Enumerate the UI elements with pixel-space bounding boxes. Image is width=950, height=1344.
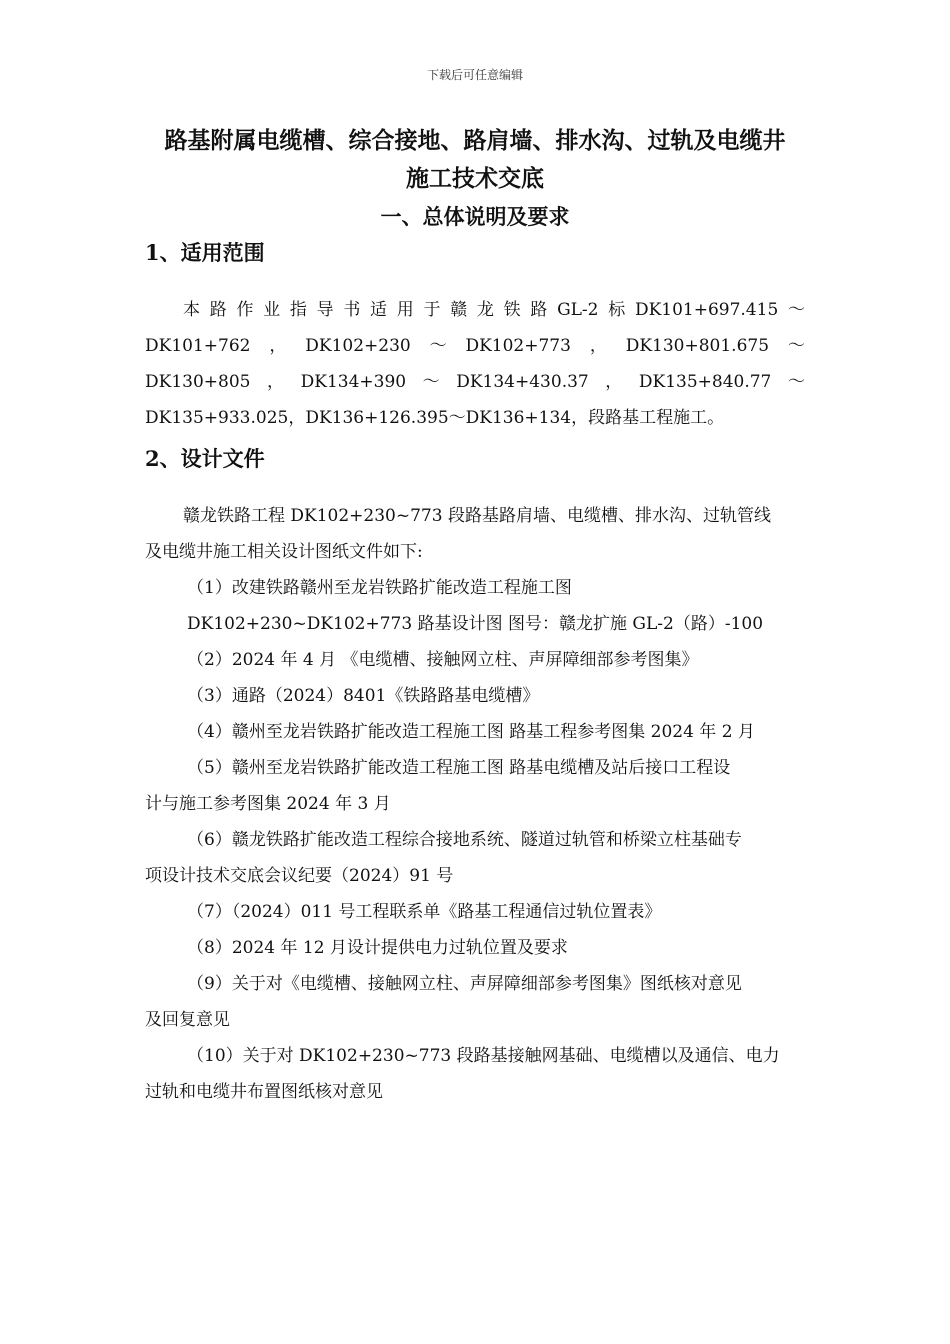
design-intro-line-1: 赣龙铁路工程 DK102+230~773 段路基路肩墙、电缆槽、排水沟、过轨管线 bbox=[183, 506, 771, 526]
section-title: 一、总体说明及要求 bbox=[380, 204, 570, 229]
design-file-item bbox=[145, 930, 805, 966]
design-file-item bbox=[145, 642, 805, 678]
design-file-item-line: （8）2024 年 12 月设计提供电力过轨位置及要求 bbox=[187, 938, 568, 958]
design-file-item-line: （5）赣州至龙岩铁路扩能改造工程施工图 路基电缆槽及站后接口工程设 bbox=[187, 758, 731, 778]
scope-token: DK102+230 bbox=[305, 336, 411, 356]
scope-paragraph bbox=[145, 292, 805, 436]
scope-token: 铁 bbox=[503, 300, 521, 320]
scope-token: 龙 bbox=[476, 300, 494, 320]
heading-design-files: 2、设计文件 bbox=[145, 446, 265, 471]
design-file-item-continuation: 及回复意见 bbox=[145, 1010, 230, 1030]
design-file-item-line: （4）赣州至龙岩铁路扩能改造工程施工图 路基工程参考图集 2024 年 2 月 bbox=[187, 722, 755, 742]
scope-token: ～ bbox=[787, 372, 805, 392]
design-file-item-line: （2）2024 年 4 月 《电缆槽、接触网立柱、声屏障细部参考图集》 bbox=[187, 650, 699, 670]
scope-token: 于 bbox=[423, 300, 441, 320]
scope-token: DK101+697.415 bbox=[634, 300, 779, 320]
design-file-item bbox=[145, 966, 805, 1038]
header-note: 下载后可任意编辑 bbox=[426, 68, 523, 82]
scope-token: ～ bbox=[787, 300, 805, 320]
scope-token: ～ bbox=[429, 336, 447, 356]
design-file-item bbox=[145, 570, 805, 642]
scope-token: ～ bbox=[787, 336, 805, 356]
scope-token: 本 bbox=[183, 300, 200, 320]
scope-token: DK135+840.77 bbox=[638, 372, 772, 392]
design-file-item-line: （3）通路（2024）8401《铁路路基电缆槽》 bbox=[187, 686, 540, 706]
design-file-item-continuation: 计与施工参考图集 2024 年 3 月 bbox=[145, 794, 391, 814]
scope-token: ， bbox=[589, 336, 607, 356]
design-file-item-continuation: 过轨和电缆井布置图纸核对意见 bbox=[145, 1082, 383, 1102]
design-file-list bbox=[145, 570, 805, 1110]
scope-token: DK130+801.675 bbox=[625, 336, 770, 356]
scope-line-2 bbox=[145, 328, 805, 364]
scope-token: ， bbox=[267, 372, 285, 392]
scope-line-4: DK135+933.025，DK136+126.395～DK136+134，段路基工程施工。 bbox=[145, 408, 725, 428]
scope-token: 赣 bbox=[450, 300, 468, 320]
scope-token: DK101+762 bbox=[145, 336, 251, 356]
design-file-item bbox=[145, 894, 805, 930]
scope-token: DK134+430.37 bbox=[456, 372, 589, 392]
heading-scope: 1、适用范围 bbox=[145, 240, 265, 265]
design-file-item-line: （7）（2024）011 号工程联系单《路基工程通信过轨位置表》 bbox=[187, 902, 662, 922]
scope-line-1 bbox=[145, 292, 805, 328]
design-file-item-continuation: 项设计技术交底会议纪要（2024）91 号 bbox=[145, 866, 454, 886]
scope-token: 用 bbox=[396, 300, 414, 320]
scope-token: ～ bbox=[422, 372, 440, 392]
scope-token: DK102+773 bbox=[465, 336, 571, 356]
scope-token: 标 bbox=[608, 300, 626, 320]
document-title-line-2: 施工技术交底 bbox=[406, 165, 544, 192]
design-file-item bbox=[145, 750, 805, 822]
scope-token: 导 bbox=[316, 300, 334, 320]
design-file-item bbox=[145, 1038, 805, 1110]
document-title-line-1: 路基附属电缆槽、综合接地、路肩墙、排水沟、过轨及电缆井 bbox=[164, 127, 786, 154]
scope-token: ， bbox=[269, 336, 287, 356]
scope-token: 作 bbox=[236, 300, 254, 320]
scope-token: 业 bbox=[263, 300, 281, 320]
scope-token: ， bbox=[605, 372, 623, 392]
scope-token: 适 bbox=[370, 300, 388, 320]
scope-token: 路 bbox=[530, 300, 548, 320]
design-file-item-continuation: DK102+230~DK102+773 路基设计图 图号：赣龙扩施 GL-2（路）-100 bbox=[187, 614, 764, 634]
design-file-item bbox=[145, 822, 805, 894]
scope-token: 指 bbox=[289, 300, 307, 320]
scope-line-3 bbox=[145, 364, 805, 400]
design-file-item-line: （1）改建铁路赣州至龙岩铁路扩能改造工程施工图 bbox=[187, 578, 572, 598]
scope-token: 路 bbox=[209, 300, 227, 320]
scope-token: 书 bbox=[343, 300, 361, 320]
design-intro-paragraph bbox=[145, 498, 805, 570]
design-file-item-line: （10）关于对 DK102+230~773 段路基接触网基础、电缆槽以及通信、电力 bbox=[187, 1046, 780, 1066]
design-intro-line-2: 及电缆井施工相关设计图纸文件如下: bbox=[145, 542, 423, 562]
design-file-item-line: （9）关于对《电缆槽、接触网立柱、声屏障细部参考图集》图纸核对意见 bbox=[187, 974, 742, 994]
design-file-item bbox=[145, 678, 805, 714]
scope-token: GL-2 bbox=[557, 300, 599, 320]
scope-token: DK134+390 bbox=[300, 372, 407, 392]
scope-token: DK130+805 bbox=[145, 372, 251, 392]
design-file-item bbox=[145, 714, 805, 750]
design-file-item-line: （6）赣龙铁路扩能改造工程综合接地系统、隧道过轨管和桥梁立柱基础专 bbox=[187, 830, 742, 850]
